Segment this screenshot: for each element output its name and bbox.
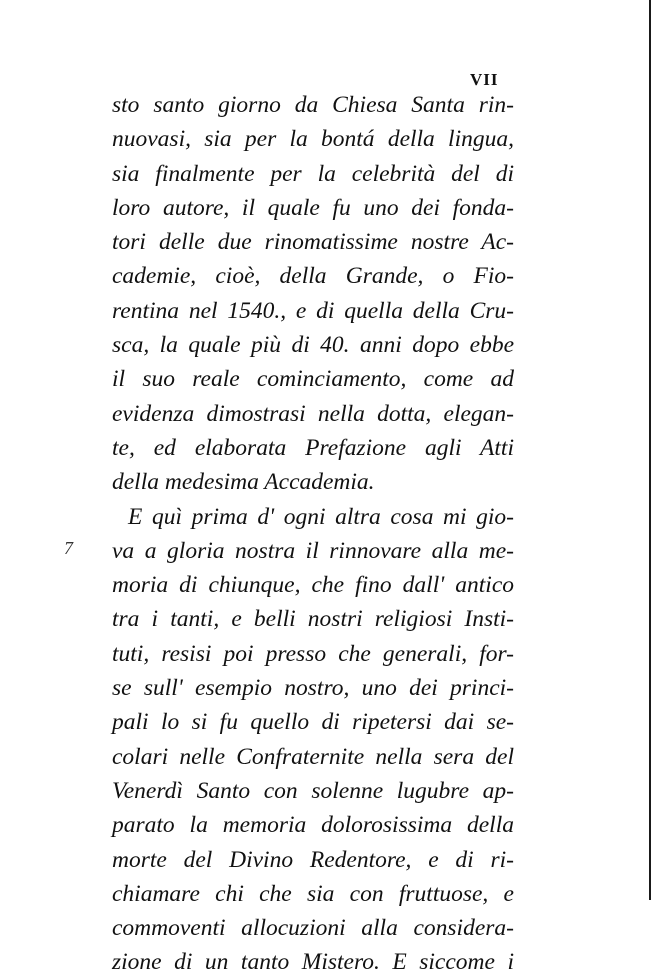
text-line: nuovasi, sia per la bontá della lingua, (112, 126, 514, 153)
text-line: colari nelle Confraternite nella sera del (112, 743, 514, 770)
text-line: rentina nel 1540., e di quella della Cru- (112, 297, 514, 324)
text-line: commoventi allocuzioni alla considera- (112, 915, 514, 942)
text-line: chiamare chi che sia con fruttuose, e (112, 880, 514, 907)
text-line: il suo reale cominciamento, come ad (112, 366, 514, 393)
text-line: tra i tanti, e belli nostri religiosi Insti- (112, 606, 514, 633)
text-line: della medesima Accademia. (112, 469, 375, 496)
text-line: cademie, cioè, della Grande, o Fio- (112, 263, 514, 290)
body-text (112, 88, 514, 980)
text-line: Venerdì Santo con solenne lugubre ap- (112, 777, 514, 804)
text-line: parato la memoria dolorosissima della (112, 812, 514, 839)
text-line: loro autore, il quale fu uno dei fonda- (112, 194, 514, 221)
text-line: morte del Divino Redentore, e di ri- (112, 846, 514, 873)
text-line: sia finalmente per la celebrità del di (112, 160, 514, 187)
text-line: sto santo giorno da Chiesa Santa rin- (112, 92, 514, 118)
text-line: va a gloria nostra il rinnovare alla me- (112, 537, 514, 564)
text-line: te, ed elaborata Prefazione agli Atti (112, 434, 514, 461)
text-line: se sull' esempio nostro, uno dei princi- (112, 675, 514, 702)
text-line: zione di un tanto Mistero. E siccome i (112, 949, 514, 976)
page-number: VII (470, 70, 499, 89)
margin-mark: 7 (64, 538, 73, 558)
text-line: sca, la quale più di 40. anni dopo ebbe (112, 332, 514, 359)
page-edge-line (649, 0, 651, 900)
text-line: tuti, resisi poi presso che generali, for- (112, 640, 514, 667)
text-line: moria di chiunque, che fino dall' antico (112, 572, 514, 599)
text-line: E quì prima d' ogni altra cosa mi gio- (128, 503, 514, 530)
text-line: tori delle due rinomatissime nostre Ac- (112, 229, 514, 256)
text-line: evidenza dimostrasi nella dotta, elegan- (112, 400, 514, 427)
text-line: pali lo si fu quello di ripetersi dai se- (112, 709, 514, 736)
